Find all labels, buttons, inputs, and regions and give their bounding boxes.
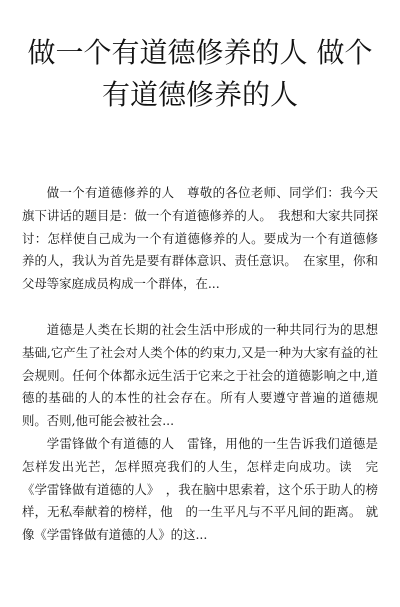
paragraph-2: 道德是人类在长期的社会生活中形成的一种共同行为的思想基础,它产生了社会对人类个体的约束力,又是一种为大家有益的社会规则。任何个体都永远生活于它来之于社会的道德影响之中,道德的基础的人的本性的社会存在。所有人要遵守普遍的道德规则。否则,他可能会被社会... <box>22 322 378 429</box>
document-title: 做一个有道德修养的人 做个有道德修养的人 <box>27 36 373 111</box>
paragraph-1: 做一个有道德修养的人 尊敬的各位老师、同学们：我今天旗下讲话的题目是：做一个有道德修养的人。 我想和大家共同探讨：怎样使自己成为一个有道德修养的人。要成为一个有道德修养的人，我认为首先是要有群体意识、责任意识。 在家里，你和父母等家庭成员构成一个群体，在... <box>22 185 378 292</box>
paragraph-3: 学雷锋做个有道德的人 雷锋，用他的一生告诉我们道德是怎样发出光芒，怎样照亮我们的人生，怎样走向成功。读 完《学雷锋做有道德的人》 ，我在脑中思索着，这个乐于助人的榜样，无私奉献着的榜样，他 的一生平凡与不平凡间的距离。 就像《学雷锋做有道德的人》的这... <box>22 436 378 543</box>
